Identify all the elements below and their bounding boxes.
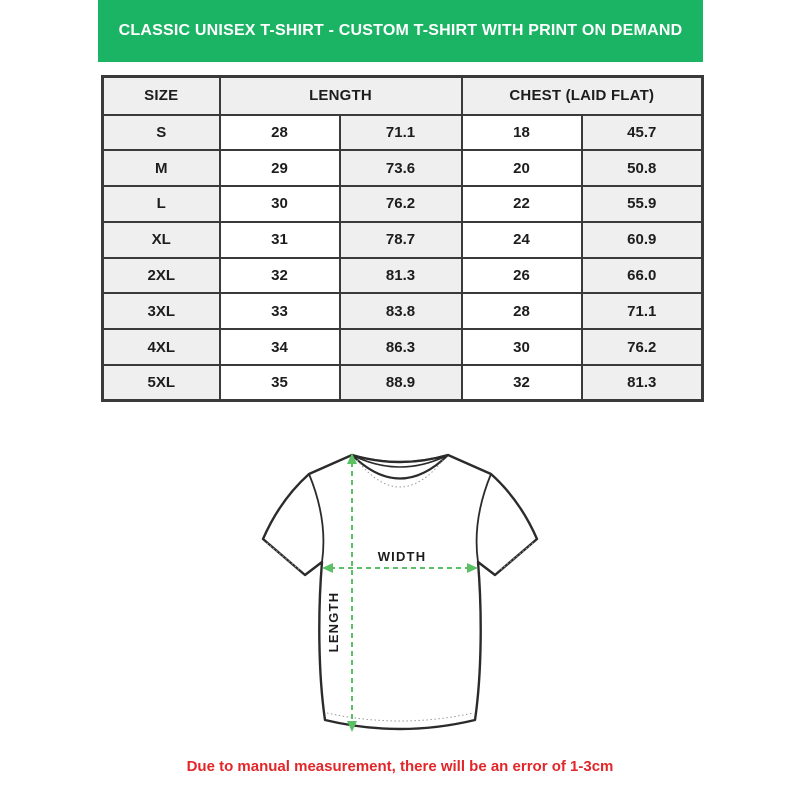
width-label: WIDTH: [377, 549, 427, 564]
chest-in-cell: 22: [462, 186, 582, 222]
length-in-cell: 31: [220, 222, 340, 258]
chest-in-cell: 28: [462, 293, 582, 329]
col-header-chest: CHEST (LAID FLAT): [462, 77, 703, 115]
tshirt-diagram: [240, 440, 560, 750]
chest-cm-cell: 66.0: [582, 258, 703, 294]
size-cell: 2XL: [103, 258, 220, 294]
chest-cm-cell: 81.3: [582, 365, 703, 401]
table-row: [103, 329, 703, 365]
length-in-cell: 28: [220, 115, 340, 151]
table-row: [103, 222, 703, 258]
length-cm-cell: 81.3: [340, 258, 462, 294]
length-in-cell: 35: [220, 365, 340, 401]
chest-cm-cell: 60.9: [582, 222, 703, 258]
size-table: [101, 75, 704, 402]
size-cell: XL: [103, 222, 220, 258]
page-title: CLASSIC UNISEX T-SHIRT - CUSTOM T-SHIRT WITH PRINT ON DEMAND: [118, 22, 683, 39]
chest-in-cell: 32: [462, 365, 582, 401]
table-row: [103, 258, 703, 294]
table-row: [103, 186, 703, 222]
length-in-cell: 32: [220, 258, 340, 294]
length-cm-cell: 73.6: [340, 150, 462, 186]
size-cell: M: [103, 150, 220, 186]
length-in-cell: 30: [220, 186, 340, 222]
chest-cm-cell: 50.8: [582, 150, 703, 186]
chest-cm-cell: 71.1: [582, 293, 703, 329]
chest-cm-cell: 55.9: [582, 186, 703, 222]
length-in-cell: 34: [220, 329, 340, 365]
chest-in-cell: 26: [462, 258, 582, 294]
chest-in-cell: 20: [462, 150, 582, 186]
chest-in-cell: 18: [462, 115, 582, 151]
length-cm-cell: 78.7: [340, 222, 462, 258]
length-cm-cell: 83.8: [340, 293, 462, 329]
col-header-size: SIZE: [103, 77, 220, 115]
chest-cm-cell: 45.7: [582, 115, 703, 151]
size-cell: 4XL: [103, 329, 220, 365]
length-label: LENGTH: [326, 591, 341, 653]
chest-cm-cell: 76.2: [582, 329, 703, 365]
tshirt-outline: [263, 455, 537, 729]
size-cell: S: [103, 115, 220, 151]
table-row: [103, 365, 703, 401]
length-cm-cell: 86.3: [340, 329, 462, 365]
chest-in-cell: 24: [462, 222, 582, 258]
measurement-note: Due to manual measurement, there will be an error of 1-3cm: [186, 758, 614, 775]
size-cell: 5XL: [103, 365, 220, 401]
length-in-cell: 29: [220, 150, 340, 186]
chest-in-cell: 30: [462, 329, 582, 365]
length-cm-cell: 76.2: [340, 186, 462, 222]
table-row: [103, 115, 703, 151]
table-header-row: [103, 77, 703, 115]
title-banner: [98, 0, 703, 62]
length-cm-cell: 88.9: [340, 365, 462, 401]
table-row: [103, 293, 703, 329]
length-in-cell: 33: [220, 293, 340, 329]
size-cell: L: [103, 186, 220, 222]
size-cell: 3XL: [103, 293, 220, 329]
col-header-length: LENGTH: [220, 77, 462, 115]
table-row: [103, 150, 703, 186]
length-cm-cell: 71.1: [340, 115, 462, 151]
